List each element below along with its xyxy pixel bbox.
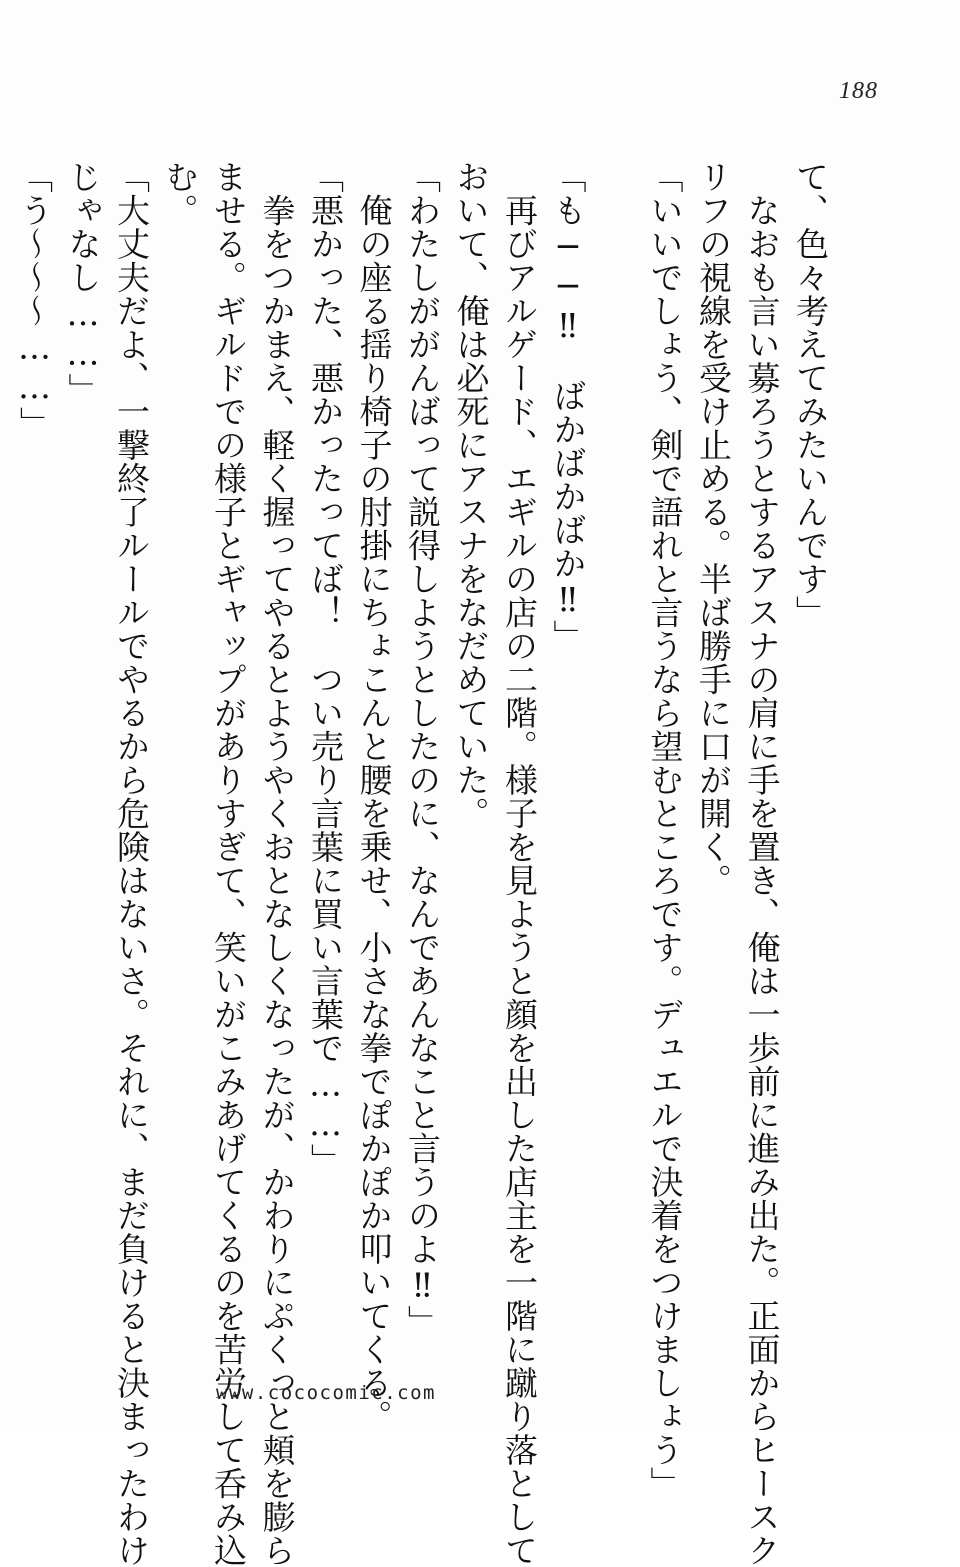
text-line: 拳をつかまえ、軽く握ってやるとようやくおとなしくなったが、かわりにぷくっと頬を膨ら — [257, 160, 297, 1567]
scene-break-line — [592, 160, 641, 1335]
text-line: おいて、俺は必死にアスナをなだめていた。 — [451, 160, 491, 830]
text-line: じゃなし……」 — [63, 160, 103, 407]
text-line: て、色々考えてみたいんです」 — [791, 160, 830, 629]
text-line: 俺の座る揺り椅子の肘掛にちょこんと腰を乗せ、小さな拳でぽかぽか叩いてくる。 — [354, 160, 394, 1433]
text-line: なおも言い募ろうとするアスナの肩に手を置き、俺は一歩前に進み出た。正面からヒースク — [742, 160, 782, 1567]
text-line: む。 — [160, 160, 200, 227]
text-line: 「大丈夫だよ、一撃終了ルールでやるから危険はないさ。それに、まだ負けると決まったわけ — [112, 160, 151, 1567]
text-line: ませる。ギルドでの様子とギャップがありすぎて、笑いがこみあげてくるのを苦労して呑み込 — [209, 160, 248, 1567]
text-line: 「悪かった、悪かったってば！ つい売り言葉に買い言葉で……」 — [306, 160, 345, 1177]
page-number: 188 — [839, 78, 878, 104]
text-line: 「う～～～……」 — [15, 160, 54, 440]
text-line: 「いいでしょう、剣で語れと言うなら望むところです。デュエルで決着をつけましょう」 — [645, 160, 685, 1500]
text-line: 「わたしががんばって説得しようとしたのに、なんであんなこと言うのよ‼」 — [403, 160, 442, 1339]
text-line: リフの視線を受け止める。半ば勝手に口が開く。 — [694, 160, 733, 897]
text-line: 「も──‼ ばかばかばか‼」 — [548, 160, 588, 653]
watermark-url: www.cococomic.com — [216, 1382, 436, 1404]
text-line: 再びアルゲード、エギルの店の二階。様子を見ようと顔を出した店主を一階に蹴り落として — [500, 160, 539, 1567]
